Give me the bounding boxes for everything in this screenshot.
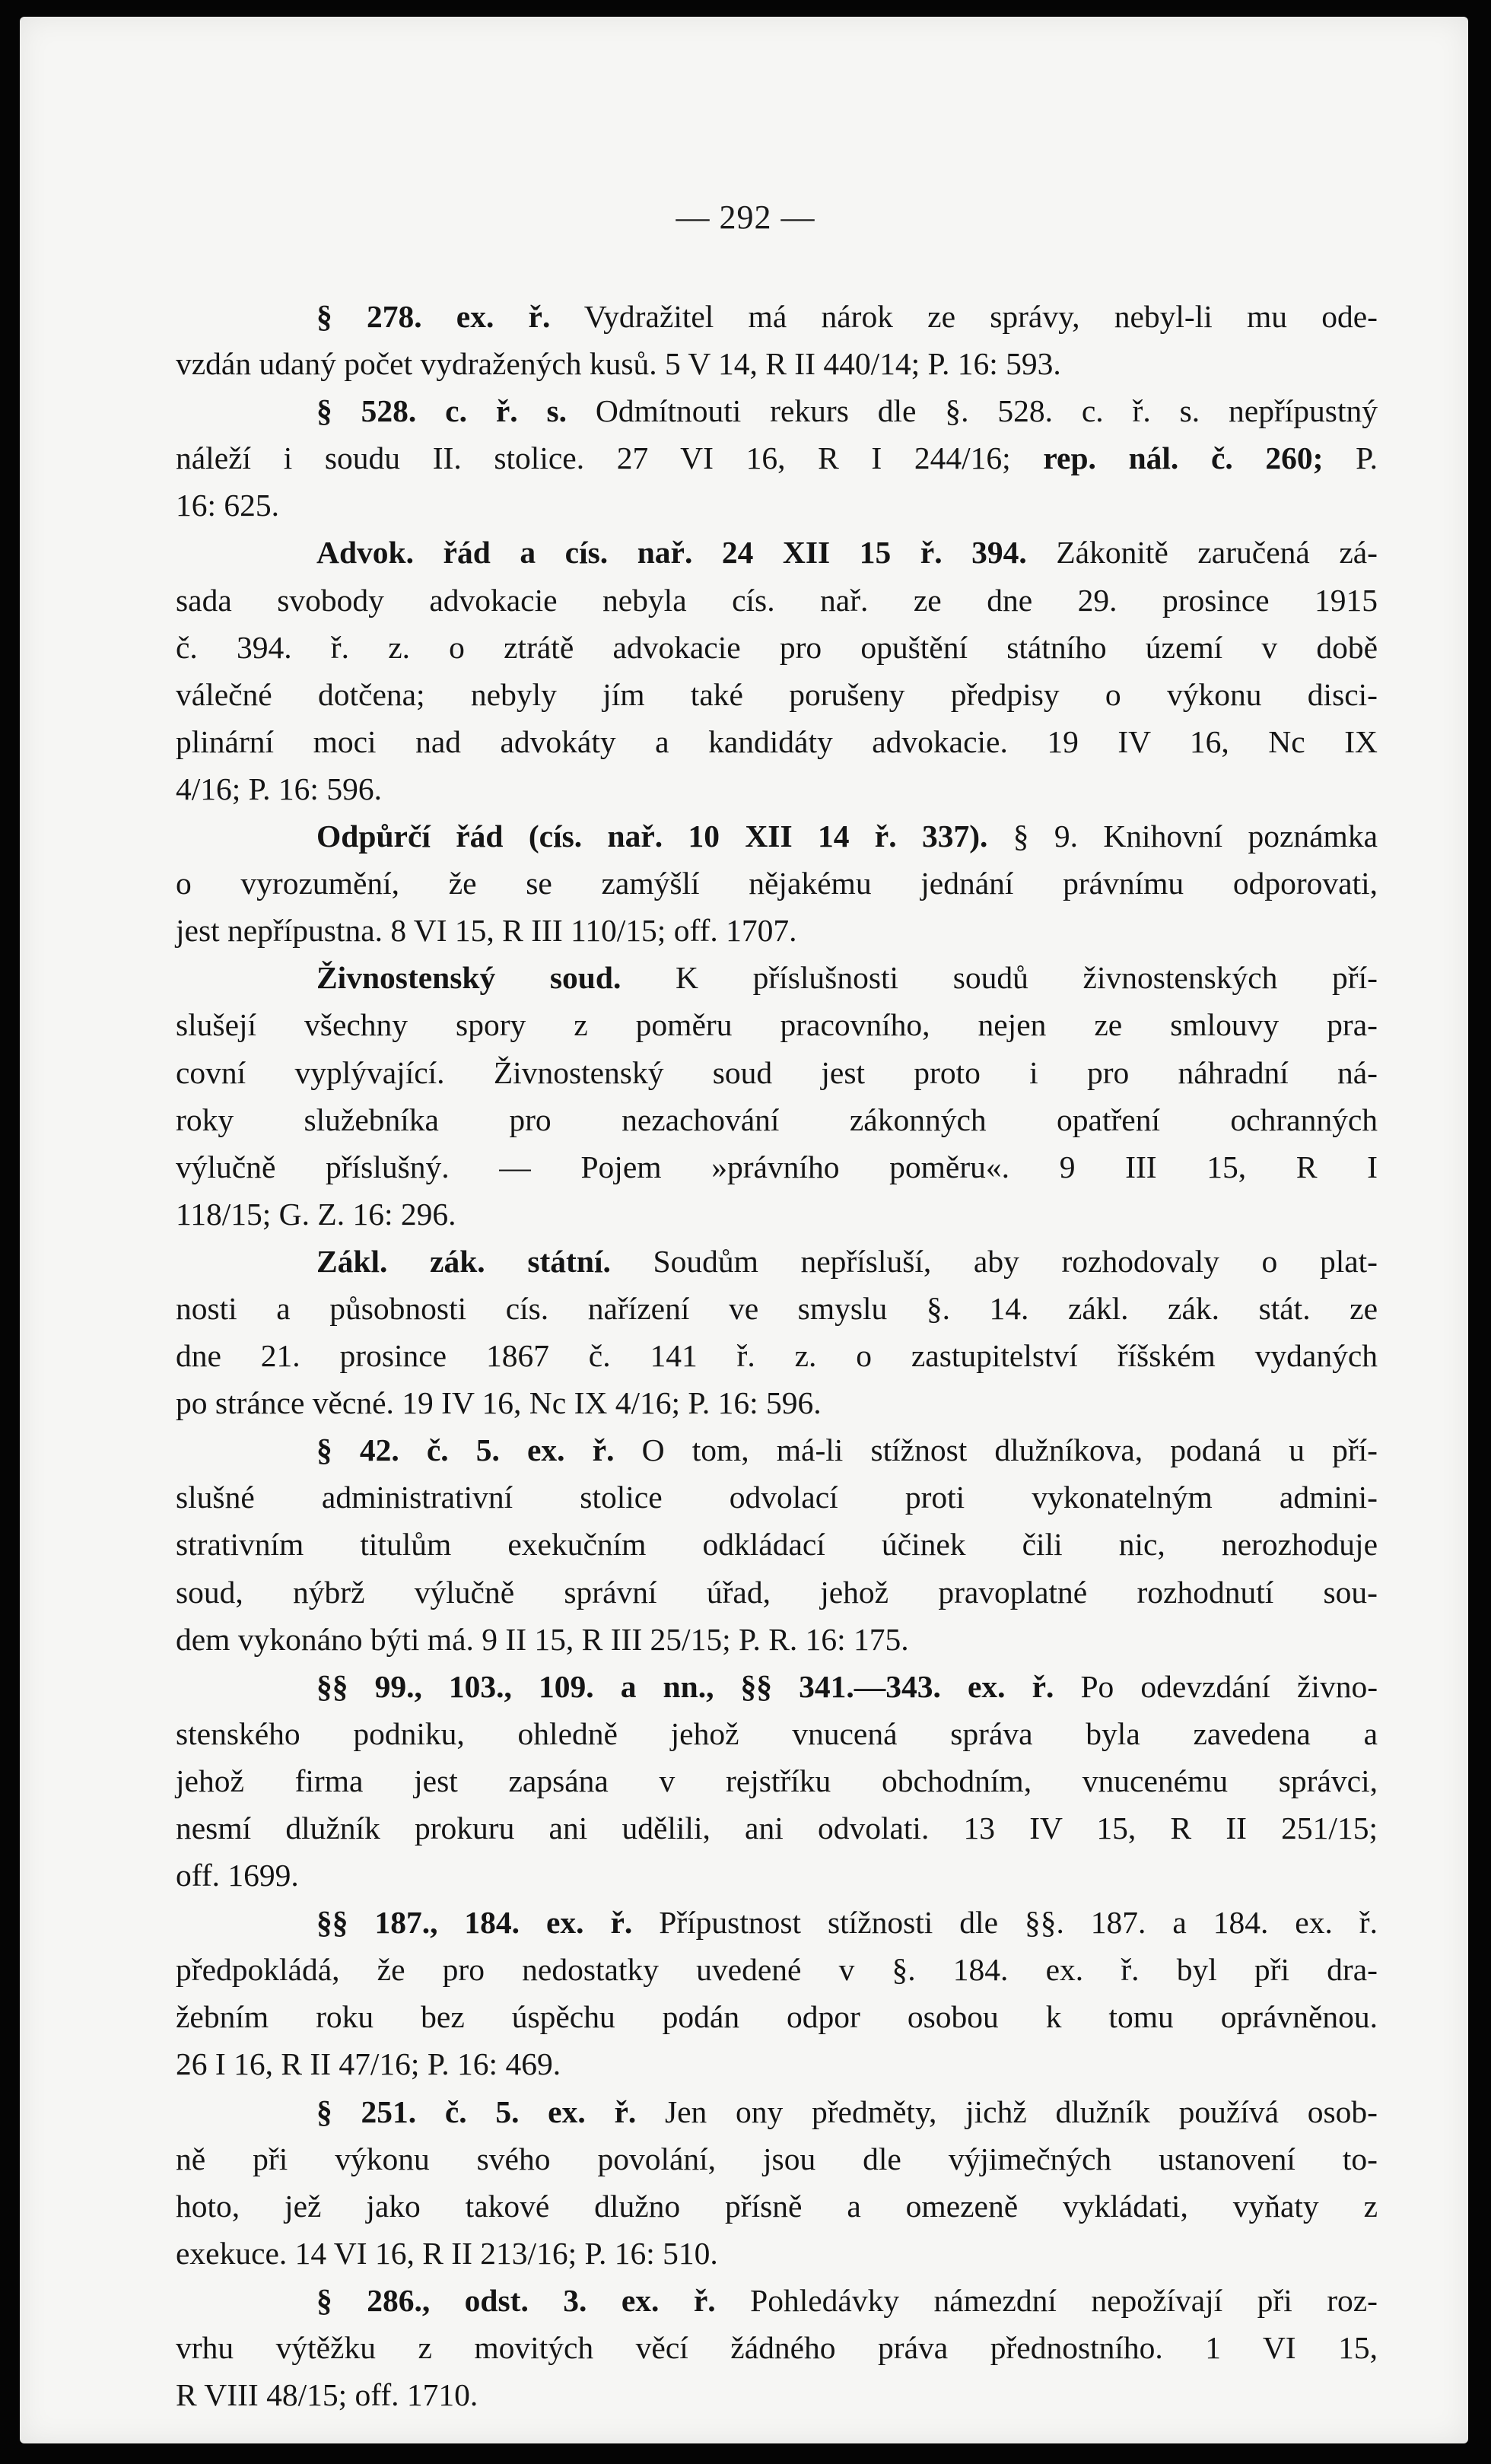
entry-text: předpokládá, že pro nedostatky uvedené v §. 184. ex. ř. byl při dra- [176, 1952, 1378, 1988]
text-line [176, 1757, 1378, 1804]
entry-text: Soudům nepřísluší, aby rozhodovaly o plat- [610, 1243, 1378, 1279]
entry-heading: § 528. c. ř. s. [316, 393, 567, 429]
text-line [176, 718, 1378, 765]
text-line [176, 860, 1378, 907]
entry-1 [176, 293, 1378, 387]
text-line [176, 1426, 1378, 1474]
entry-text: č. 394. ř. z. o ztrátě advokacie pro opuštění státního území v době [176, 629, 1378, 665]
entry-9 [176, 1899, 1378, 2087]
text-line [176, 434, 1378, 482]
text-line [176, 1474, 1378, 1521]
text-line [176, 482, 1378, 529]
entry-text: válečné dotčena; nebyly jím také porušeny předpisy o výkonu disci- [176, 676, 1378, 712]
entry-text: Pohledávky námezdní nepožívají při roz- [715, 2282, 1378, 2318]
text-line [176, 954, 1378, 1001]
entry-heading: §§ 99., 103., 109. a nn., §§ 341.—343. ex. ř. [316, 1668, 1054, 1704]
text-line [176, 1332, 1378, 1379]
text-line [176, 1238, 1378, 1285]
entry-text: výlučně příslušný. — Pojem »právního poměru«. 9 III 15, R I [176, 1149, 1378, 1184]
entry-text: roky služebníka pro nezachování zákonných opatření ochranných [176, 1102, 1378, 1137]
entry-text: off. 1699. [176, 1858, 299, 1893]
entry-heading: rep. nál. č. 260; [1043, 440, 1324, 476]
text-line [176, 624, 1378, 671]
text-line [176, 1049, 1378, 1096]
entry-heading: Živnostenský soud. [316, 960, 622, 996]
document-body [176, 293, 1378, 2418]
entry-heading: Advok. řád a cís. nař. 24 XII 15 ř. 394. [316, 535, 1027, 571]
entry-text: Zákonitě zaručená zá- [1026, 535, 1378, 571]
entry-text: § 9. Knihovní poznámka [987, 819, 1378, 854]
text-line [176, 529, 1378, 576]
entry-text: žebním roku bez úspěchu podán odpor osobou k tomu oprávněnou. [176, 1999, 1378, 2035]
entry-4 [176, 812, 1378, 954]
text-line [176, 387, 1378, 434]
entry-text: vrhu výtěžku z movitých věcí žádného práva přednostního. 1 VI 15, [176, 2330, 1378, 2366]
text-line [176, 2088, 1378, 2135]
entry-text: slušné administrativní stolice odvolací proti vykonatelným admini- [176, 1480, 1378, 1515]
entry-6 [176, 1238, 1378, 1426]
entry-2 [176, 387, 1378, 529]
text-line [176, 812, 1378, 860]
entry-text: P. [1323, 440, 1378, 476]
text-line [176, 1143, 1378, 1191]
entry-text: Odmítnouti rekurs dle §. 528. c. ř. s. nepřípustný [567, 393, 1378, 429]
entry-text: exekuce. 14 VI 16, R II 213/16; P. 16: 510. [176, 2235, 718, 2271]
entry-text: o vyrozumění, že se zamýšlí nějakému jednání právnímu odporovati, [176, 866, 1378, 901]
entry-text: R VIII 48/15; off. 1710. [176, 2377, 478, 2413]
text-line [176, 1663, 1378, 1710]
text-line [176, 2277, 1378, 2324]
entry-text: ně při výkonu svého povolání, jsou dle výjimečných ustanovení to- [176, 2141, 1378, 2176]
entry-text: Po odevzdání živno- [1054, 1668, 1378, 1704]
text-line [176, 1993, 1378, 2040]
text-line [176, 1285, 1378, 1332]
entry-text: Přípustnost stížnosti dle §§. 187. a 184. ex. ř. [632, 1905, 1378, 1941]
entry-heading: Zákl. zák. státní. [316, 1243, 611, 1279]
entry-heading: Odpůrčí řád (cís. nař. 10 XII 14 ř. 337). [316, 819, 988, 854]
text-line [176, 2135, 1378, 2183]
entry-text: po stránce věcné. 19 IV 16, Nc IX 4/16; P. 16: 596. [176, 1385, 822, 1421]
entry-text: dne 21. prosince 1867 č. 141 ř. z. o zastupitelství říšském vydaných [176, 1338, 1378, 1374]
entry-7 [176, 1426, 1378, 1662]
text-line [176, 765, 1378, 812]
entry-text: Vydražitel má nárok ze správy, nebyl-li mu ode- [550, 299, 1378, 334]
entry-text: covní vyplývající. Živnostenský soud jest proto i pro náhradní ná- [176, 1054, 1378, 1090]
text-line [176, 907, 1378, 954]
text-line [176, 1096, 1378, 1143]
entry-text: 26 I 16, R II 47/16; P. 16: 469. [176, 2046, 561, 2082]
entry-10 [176, 2088, 1378, 2277]
entry-text: soud, nýbrž výlučně správní úřad, jehož pravoplatné rozhodnutí sou- [176, 1574, 1378, 1610]
text-line [176, 340, 1378, 387]
entry-text: 118/15; G. Z. 16: 296. [176, 1196, 456, 1232]
text-line [176, 1191, 1378, 1238]
entry-text: dem vykonáno býti má. 9 II 15, R III 25/15; P. R. 16: 175. [176, 1621, 909, 1657]
text-line [176, 671, 1378, 718]
entry-heading: § 278. ex. ř. [316, 299, 551, 334]
text-line [176, 577, 1378, 624]
entry-text: Jen ony předměty, jichž dlužník používá osob- [636, 2094, 1378, 2129]
entry-text: jehož firma jest zapsána v rejstříku obchodním, vnucenému správci, [176, 1763, 1378, 1798]
text-line [176, 2230, 1378, 2277]
entry-text: nosti a působnosti cís. nařízení ve smyslu §. 14. zákl. zák. stát. ze [176, 1290, 1378, 1326]
entry-heading: § 286., odst. 3. ex. ř. [316, 2282, 716, 2318]
entry-text: K příslušnosti soudů živnostenských pří- [621, 960, 1378, 996]
entry-text: sada svobody advokacie nebyla cís. nař. ze dne 29. prosince 1915 [176, 582, 1378, 618]
text-line [176, 1616, 1378, 1663]
entry-text: 4/16; P. 16: 596. [176, 771, 382, 806]
entry-text: nesmí dlužník prokuru ani udělili, ani odvolati. 13 IV 15, R II 251/15; [176, 1811, 1378, 1846]
entry-8 [176, 1663, 1378, 1899]
entry-heading: § 42. č. 5. ex. ř. [316, 1432, 615, 1468]
entry-text: O tom, má-li stížnost dlužníkova, podaná u pří- [614, 1432, 1378, 1468]
text-line [176, 1521, 1378, 1568]
entry-text: hoto, jež jako takové dlužno přísně a omezeně vykládati, vyňaty z [176, 2188, 1378, 2224]
text-line [176, 2324, 1378, 2371]
entry-text: plinární moci nad advokáty a kandidáty advokacie. 19 IV 16, Nc IX [176, 723, 1378, 759]
entry-11 [176, 2277, 1378, 2418]
entry-text: jest nepřípustna. 8 VI 15, R III 110/15; off. 1707. [176, 913, 797, 949]
entry-text: 16: 625. [176, 488, 280, 523]
text-line [176, 1899, 1378, 1946]
page-number: — 292 — [676, 199, 815, 236]
text-line [176, 1569, 1378, 1616]
text-line [176, 1710, 1378, 1757]
text-line [176, 2040, 1378, 2087]
entry-text: vzdán udaný počet vydražených kusů. 5 V 14, R II 440/14; P. 16: 593. [176, 346, 1061, 382]
entry-text: strativním titulům exekučním odkládací účinek čili nic, nerozhoduje [176, 1527, 1378, 1563]
text-line [176, 1852, 1378, 1899]
text-line [176, 1001, 1378, 1048]
entry-text: stenského podniku, ohledně jehož vnucená správa byla zavedena a [176, 1715, 1378, 1751]
entry-5 [176, 954, 1378, 1238]
text-line [176, 293, 1378, 340]
entry-text: náleží i soudu II. stolice. 27 VI 16, R I 244/16; [176, 440, 1044, 476]
entry-heading: § 251. č. 5. ex. ř. [316, 2094, 637, 2129]
text-line [176, 1946, 1378, 1993]
text-line [176, 1379, 1378, 1426]
text-line [176, 2183, 1378, 2230]
entry-heading: §§ 187., 184. ex. ř. [316, 1905, 633, 1941]
text-line [176, 2371, 1378, 2418]
text-line [176, 1804, 1378, 1852]
entry-3 [176, 529, 1378, 812]
entry-text: slušejí všechny spory z poměru pracovního, nejen ze smlouvy pra- [176, 1007, 1378, 1043]
